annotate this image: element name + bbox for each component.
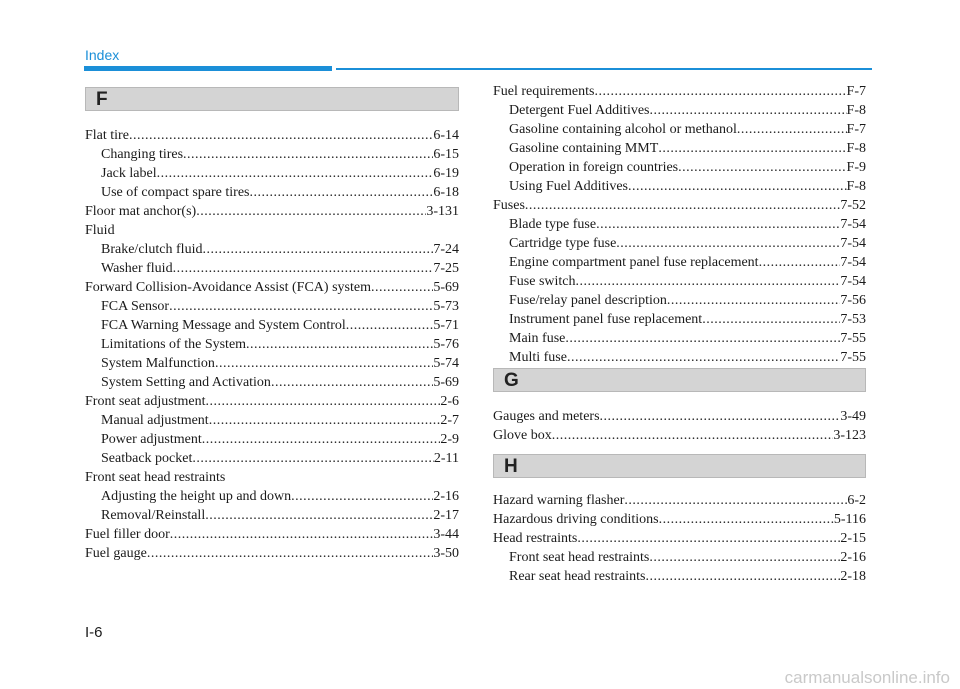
dot-leader — [346, 316, 434, 335]
entry-text: Operation in foreign countries — [509, 160, 679, 175]
dot-leader — [737, 120, 847, 139]
dot-leader — [565, 329, 840, 348]
page-reference: 7-54 — [840, 255, 866, 270]
dot-leader — [600, 407, 841, 426]
entry-text: Changing tires — [101, 147, 184, 162]
page-reference: 2-9 — [440, 432, 459, 447]
index-subentry — [493, 139, 866, 158]
page-reference: F-8 — [846, 179, 866, 194]
index-subentry — [85, 164, 459, 183]
index-entry — [85, 202, 459, 221]
entry-text: Main fuse — [509, 331, 566, 346]
entry-text: Gasoline containing alcohol or methanol — [509, 122, 737, 137]
index-subentry — [493, 329, 866, 348]
index-list-left — [85, 126, 459, 563]
header-rule-thin — [336, 68, 872, 70]
dot-leader — [271, 373, 433, 392]
index-subentry — [493, 101, 866, 120]
entry-text: Hazard warning flasher — [493, 493, 625, 508]
dot-leader — [628, 177, 847, 196]
entry-text: Fuel gauge — [85, 546, 147, 561]
dot-leader — [645, 567, 840, 586]
page-reference: 6-14 — [433, 128, 459, 143]
entry-text: Gauges and meters — [493, 409, 600, 424]
dot-leader — [596, 215, 840, 234]
index-subentry — [493, 215, 866, 234]
index-entry — [493, 196, 866, 215]
dot-leader — [129, 126, 433, 145]
index-entry — [493, 491, 866, 510]
entry-text: FCA Sensor — [101, 299, 170, 314]
entry-text: Flat tire — [85, 128, 129, 143]
index-entry — [493, 529, 866, 548]
page-reference: 7-55 — [840, 331, 866, 346]
index-subentry — [85, 430, 459, 449]
entry-text: System Malfunction — [101, 356, 215, 371]
page-reference: 2-16 — [433, 489, 459, 504]
index-subentry — [85, 297, 459, 316]
entry-text: Cartridge type fuse — [509, 236, 617, 251]
page-reference: 5-74 — [433, 356, 459, 371]
index-subentry — [493, 348, 866, 367]
index-entry — [85, 221, 459, 240]
index-entry — [493, 82, 866, 101]
dot-leader — [624, 491, 847, 510]
page-reference: 5-71 — [433, 318, 459, 333]
entry-text: System Setting and Activation — [101, 375, 271, 390]
dot-leader — [659, 510, 834, 529]
index-entry — [85, 278, 459, 297]
page-reference: 6-2 — [847, 493, 866, 508]
entry-text: Blade type fuse — [509, 217, 597, 232]
index-subentry — [493, 310, 866, 329]
section-header-g — [493, 368, 866, 392]
page-reference: 3-123 — [833, 428, 866, 443]
entry-text: Detergent Fuel Additives — [509, 103, 650, 118]
dot-leader — [192, 449, 433, 468]
page-reference: 7-54 — [840, 236, 866, 251]
index-subentry — [85, 449, 459, 468]
entry-text: Floor mat anchor(s) — [85, 204, 197, 219]
index-subentry — [493, 272, 866, 291]
index-subentry — [493, 567, 866, 586]
dot-leader — [525, 196, 840, 215]
entry-text: Fuel filler door — [85, 527, 170, 542]
index-list-right-h — [493, 491, 866, 586]
dot-leader — [567, 348, 840, 367]
page-reference: 3-49 — [840, 409, 866, 424]
dot-leader — [170, 525, 434, 544]
dot-leader — [678, 158, 846, 177]
entry-text: Fluid — [85, 223, 115, 238]
index-entry — [493, 510, 866, 529]
header-rule-thick — [84, 66, 332, 71]
page-reference: F-9 — [846, 160, 866, 175]
entry-text: Front seat head restraints — [85, 470, 226, 485]
page-reference: 5-69 — [433, 280, 459, 295]
dot-leader — [702, 310, 840, 329]
page-reference: 5-116 — [833, 512, 866, 527]
page-reference: 5-73 — [433, 299, 459, 314]
dot-leader — [616, 234, 840, 253]
dot-leader — [157, 164, 434, 183]
dot-leader — [759, 253, 841, 272]
entry-text: Use of compact spare tires — [101, 185, 250, 200]
index-subentry — [493, 291, 866, 310]
index-subentry — [85, 354, 459, 373]
dot-leader — [196, 202, 426, 221]
section-letter: G — [504, 370, 519, 391]
page-reference: 7-56 — [840, 293, 866, 308]
entry-text: Brake/clutch fluid — [101, 242, 203, 257]
page-reference: 3-44 — [433, 527, 459, 542]
page-reference: 2-7 — [440, 413, 459, 428]
entry-text: Rear seat head restraints — [509, 569, 646, 584]
index-entry — [85, 392, 459, 411]
page-number: I-6 — [85, 624, 103, 641]
index-subentry — [493, 158, 866, 177]
dot-leader — [215, 354, 433, 373]
dot-leader — [205, 506, 433, 525]
section-header-h — [493, 454, 866, 478]
entry-text: Washer fluid — [101, 261, 173, 276]
dot-leader — [658, 139, 846, 158]
dot-leader — [577, 529, 840, 548]
index-subentry — [85, 316, 459, 335]
dot-leader — [667, 291, 840, 310]
page-reference: 2-11 — [433, 451, 459, 466]
index-list-right-f — [493, 82, 866, 367]
page-reference: 7-55 — [840, 350, 866, 365]
entry-text: FCA Warning Message and System Control — [101, 318, 346, 333]
dot-leader — [250, 183, 434, 202]
entry-text: Front seat head restraints — [509, 550, 650, 565]
entry-text: Glove box — [493, 428, 552, 443]
page-reference: F-7 — [846, 122, 866, 137]
index-subentry — [85, 411, 459, 430]
page-reference: 6-15 — [433, 147, 459, 162]
entry-text: Front seat adjustment — [85, 394, 206, 409]
entry-text: Removal/Reinstall — [101, 508, 206, 523]
watermark: carmanualsonline.info — [784, 668, 950, 687]
entry-text: Using Fuel Additives — [509, 179, 629, 194]
page-reference: 7-53 — [840, 312, 866, 327]
dot-leader — [206, 392, 441, 411]
index-subentry — [85, 145, 459, 164]
entry-text: Fuses — [493, 198, 525, 213]
index-subentry — [85, 487, 459, 506]
entry-text: Adjusting the height up and down — [101, 489, 292, 504]
index-subentry — [85, 335, 459, 354]
dot-leader — [209, 411, 441, 430]
page-reference: 3-131 — [426, 204, 459, 219]
page-reference: 6-18 — [433, 185, 459, 200]
entry-text: Manual adjustment — [101, 413, 209, 428]
page-reference: 2-18 — [840, 569, 866, 584]
entry-text: Power adjustment — [101, 432, 202, 447]
page-reference: 7-54 — [840, 274, 866, 289]
page-reference: 7-54 — [840, 217, 866, 232]
entry-text: Fuse/relay panel description — [509, 293, 667, 308]
index-subentry — [85, 183, 459, 202]
entry-text: Seatback pocket — [101, 451, 193, 466]
entry-text: Limitations of the System — [101, 337, 247, 352]
page-reference: F-8 — [846, 141, 866, 156]
index-entry — [85, 126, 459, 145]
entry-text: Instrument panel fuse replacement — [509, 312, 703, 327]
entry-text: Gasoline containing MMT — [509, 141, 659, 156]
index-subentry — [85, 506, 459, 525]
page-reference: 2-15 — [840, 531, 866, 546]
index-subentry — [493, 253, 866, 272]
section-letter: H — [504, 456, 518, 477]
section-letter: F — [96, 89, 108, 110]
page-reference: 5-76 — [433, 337, 459, 352]
index-subentry — [493, 120, 866, 139]
index-subentry — [493, 234, 866, 253]
index-entry — [493, 407, 866, 426]
index-subentry — [85, 240, 459, 259]
page-reference: 2-17 — [433, 508, 459, 523]
page-reference: 6-19 — [433, 166, 459, 181]
dot-leader — [183, 145, 433, 164]
entry-text: Fuse switch — [509, 274, 576, 289]
entry-text: Head restraints — [493, 531, 578, 546]
dot-leader — [552, 426, 834, 445]
page-reference: 3-50 — [433, 546, 459, 561]
entry-text: Hazardous driving conditions — [493, 512, 659, 527]
dot-leader — [202, 430, 441, 449]
index-entry — [493, 426, 866, 445]
dot-leader — [173, 259, 434, 278]
dot-leader — [169, 297, 433, 316]
dot-leader — [246, 335, 433, 354]
page-reference: 2-16 — [840, 550, 866, 565]
dot-leader — [594, 82, 846, 101]
entry-text: Multi fuse — [509, 350, 567, 365]
index-subentry — [85, 373, 459, 392]
index-subentry — [493, 177, 866, 196]
dot-leader — [202, 240, 433, 259]
index-header-title: Index — [85, 47, 120, 63]
index-entry — [85, 468, 459, 487]
page-reference: F-7 — [846, 84, 866, 99]
dot-leader — [576, 272, 841, 291]
index-entry — [85, 544, 459, 563]
dot-leader — [649, 548, 840, 567]
index-subentry — [85, 259, 459, 278]
section-header-f — [85, 87, 459, 111]
page-reference: 2-6 — [440, 394, 459, 409]
index-subentry — [493, 548, 866, 567]
dot-leader — [650, 101, 847, 120]
entry-text: Engine compartment panel fuse replacement — [509, 255, 759, 270]
dot-leader — [291, 487, 433, 506]
index-list-right-g — [493, 407, 866, 445]
entry-text: Forward Collision-Avoidance Assist (FCA) system — [85, 280, 371, 295]
dot-leader — [147, 544, 434, 563]
index-entry — [85, 525, 459, 544]
dot-leader — [371, 278, 433, 297]
entry-text: Jack label — [101, 166, 157, 181]
page-reference: 7-24 — [433, 242, 459, 257]
entry-text: Fuel requirements — [493, 84, 595, 99]
page-reference: 5-69 — [433, 375, 459, 390]
page-reference: 7-52 — [840, 198, 866, 213]
page-reference: F-8 — [846, 103, 866, 118]
page-reference: 7-25 — [433, 261, 459, 276]
